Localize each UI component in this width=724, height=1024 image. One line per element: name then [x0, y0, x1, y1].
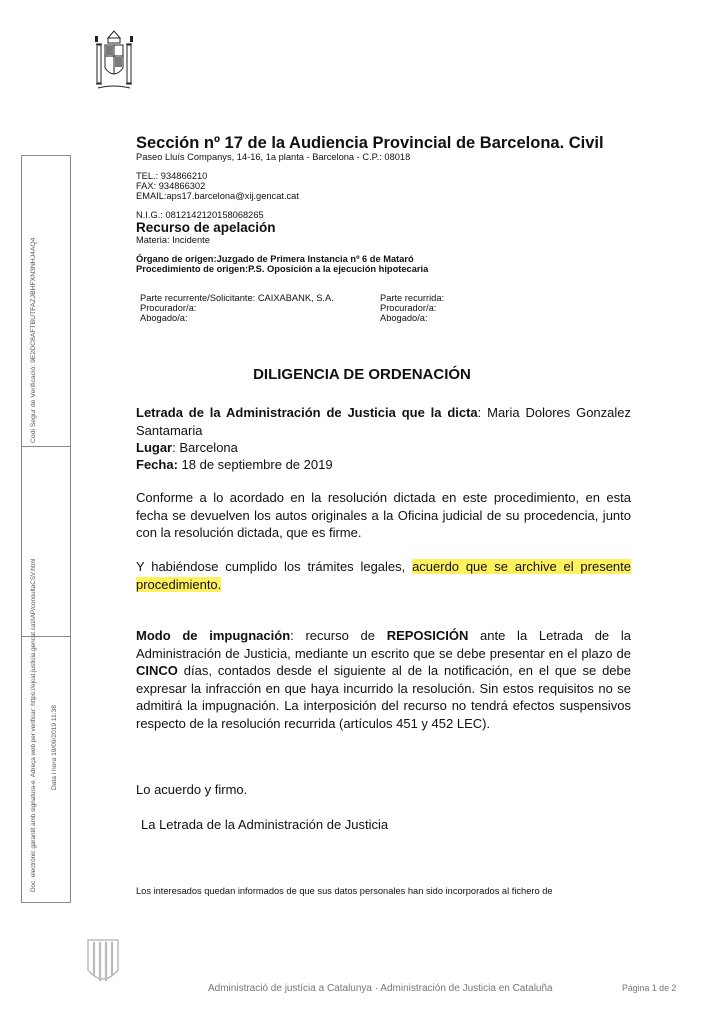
court-email: EMAIL:aps17.barcelona@xij.gencat.cat	[136, 191, 299, 201]
letrada-value: : Maria Dolores Gonzalez Santamaria	[136, 405, 632, 438]
respondent: Parte recurrida:	[380, 293, 445, 303]
impugnacion-cinco: CINCO	[136, 663, 178, 678]
footer-text: Administració de justícia a Catalunya · Administración de Justicia en Cataluña	[208, 983, 553, 994]
paragraph-impugnacion	[136, 627, 631, 732]
court-address: Paseo Lluís Companys, 14-16, 1a planta - Barcelona - C.P.: 08018	[136, 152, 411, 162]
paragraph-archive	[136, 558, 631, 593]
impugnacion-label: Modo de impugnación	[136, 628, 291, 643]
appellant: Parte recurrente/Solicitante: CAIXABANK, S.A.	[140, 293, 334, 303]
page-number: Página 1 de 2	[622, 983, 677, 993]
verification-code: Codi Segur de Verificació: 9E2DC8AFTBUTFAZJBHFXN3NHJ4AQ4	[30, 237, 37, 443]
origin-court: Órgano de origen:Juzgado de Primera Instancia nº 6 de Mataró	[136, 254, 414, 264]
appeal-subject: Materia: Incidente	[136, 235, 210, 245]
signature-datetime: Data i hora 19/09/2019 11:38	[51, 705, 58, 790]
data-protection-note: Los interesados quedan informados de que sus datos personales han sido incorporados al fichero de	[136, 886, 553, 896]
nig-number: N.I.G.: 0812142120158068265	[136, 210, 264, 220]
court-title: Sección nº 17 de la Audiencia Provincial de Barcelona. Civil	[136, 134, 604, 152]
fecha-line	[136, 456, 333, 474]
impugnacion-reposicion: REPOSICIÓN	[386, 628, 469, 643]
catalonia-seal-icon	[86, 936, 120, 988]
letrada-line	[136, 404, 631, 439]
lugar-label: Lugar	[136, 440, 173, 455]
respondent-lawyer: Abogado/a:	[380, 313, 428, 323]
strip-divider	[22, 446, 70, 447]
fecha-value: 18 de septiembre de 2019	[177, 457, 333, 472]
verification-strip	[21, 155, 71, 903]
spain-coat-of-arms-icon	[94, 28, 134, 90]
impugnacion-text-2: ante la Letrada de la Administración de Justicia, mediante un escrito que se debe presentar en el plazo de	[136, 628, 631, 661]
origin-procedure: Procedimiento de origen:P.S. Oposición a la ejecución hipotecaria	[136, 264, 429, 274]
closing-line: Lo acuerdo y firmo.	[136, 782, 248, 797]
appellant-attorney: Procurador/a:	[140, 303, 197, 313]
archive-text: Y habiéndose cumplido los trámites legales,	[136, 559, 413, 574]
impugnacion-text-3: días, contados desde el siguiente al de la notificación, en el que se debe expresar la infracción en que haya incurrido la resolución. Sin estos requisitos no se admitirá la impugnación. La interposición del recurso no tendrá efectos suspensivos respecto de la resolución recurrida (artículos 451 y 452 LEC).	[136, 663, 631, 731]
paragraph-return-records: Conforme a lo acordado en la resolución dictada en este procedimiento, en esta fecha se devuelven los autos originales a la Oficina judicial de su procedencia, junto con la resolución dictada, que es firme.	[136, 490, 631, 540]
appellant-lawyer: Abogado/a:	[140, 313, 188, 323]
appeal-type: Recurso de apelación	[136, 220, 276, 235]
document-title: DILIGENCIA DE ORDENACIÓN	[253, 366, 471, 383]
court-fax: FAX: 934866302	[136, 181, 206, 191]
archive-highlight: acuerdo que se archive el presente procedimiento.	[136, 559, 631, 592]
impugnacion-text-1: : recurso de	[290, 628, 387, 643]
lugar-value: : Barcelona	[172, 440, 238, 455]
verification-url: Doc. electrònic garantit amb signatura-e. Adreça web per verificar: https://ejcat.justicia.gencat.cat/IAP/consultaCSV.html	[30, 558, 37, 892]
lugar-line	[136, 439, 238, 457]
respondent-attorney: Procurador/a:	[380, 303, 437, 313]
court-tel: TEL.: 934866210	[136, 171, 208, 181]
letrada-label: Letrada de la Administración de Justicia que la dicta	[136, 405, 478, 420]
signature-line: La Letrada de la Administración de Justicia	[141, 817, 389, 832]
fecha-label: Fecha:	[136, 457, 178, 472]
